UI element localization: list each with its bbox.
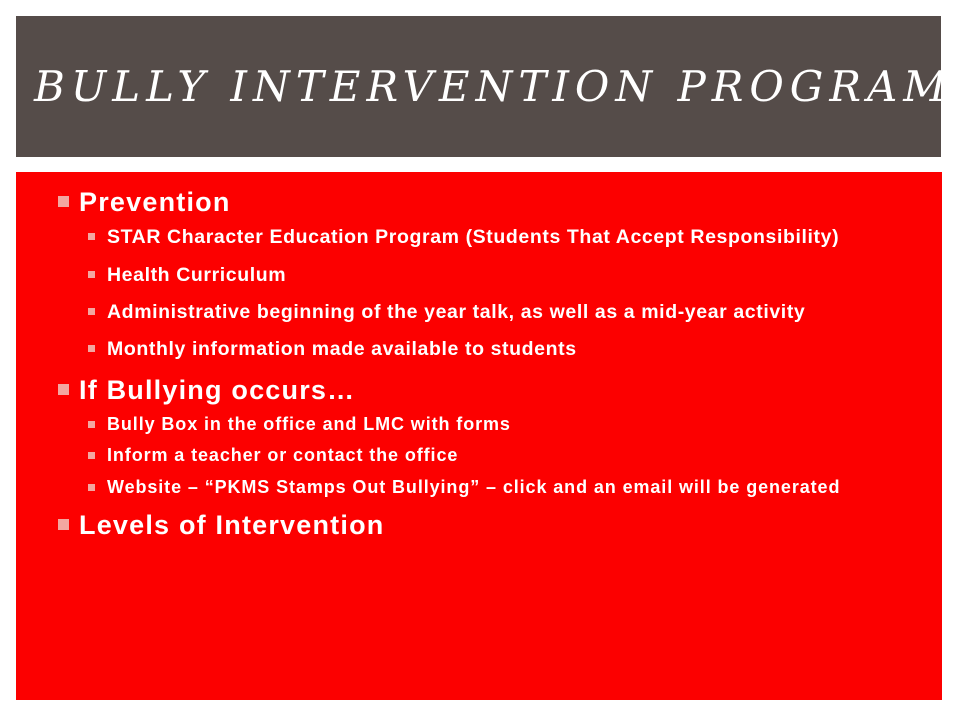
list-item-text: Monthly information made available to students [107, 338, 577, 361]
square-bullet-icon [88, 345, 95, 352]
content-panel [16, 172, 942, 700]
list-item [88, 412, 918, 436]
square-bullet-icon [58, 519, 69, 530]
section-heading-text: If Bullying occurs… [79, 374, 356, 405]
square-bullet-icon [58, 384, 69, 395]
title-bar [16, 16, 953, 157]
list-item [88, 443, 918, 467]
square-bullet-icon [88, 421, 95, 428]
list-item [88, 262, 918, 288]
square-bullet-icon [88, 271, 95, 278]
section-heading-text: Prevention [79, 187, 231, 217]
list-item [88, 475, 918, 499]
list-item-text: Health Curriculum [107, 263, 287, 286]
square-bullet-icon [88, 308, 95, 315]
section-heading-levels-of-intervention [58, 509, 918, 541]
list-item-text: Bully Box in the office and LMC with forms [107, 414, 511, 435]
list-item-text: Website – “PKMS Stamps Out Bullying” – click and an email will be generated [107, 476, 841, 497]
square-bullet-icon [88, 452, 95, 459]
list-item-text: STAR Character Education Program (Students That Accept Responsibility) [107, 226, 840, 249]
list-item [88, 336, 918, 362]
section-heading-text: Levels of Intervention [79, 509, 385, 540]
list-item [88, 299, 918, 325]
slide-title: BULLY INTERVENTION PROGRAM [34, 62, 953, 111]
list-item-text: Administrative beginning of the year talk, as well as a mid-year activity [107, 301, 806, 324]
square-bullet-icon [88, 484, 95, 491]
section-heading-if-bullying-occurs [58, 374, 918, 406]
square-bullet-icon [88, 233, 95, 240]
list-item [88, 224, 918, 250]
section-heading-prevention [58, 186, 918, 218]
list-item-text: Inform a teacher or contact the office [107, 445, 459, 466]
square-bullet-icon [58, 196, 69, 207]
